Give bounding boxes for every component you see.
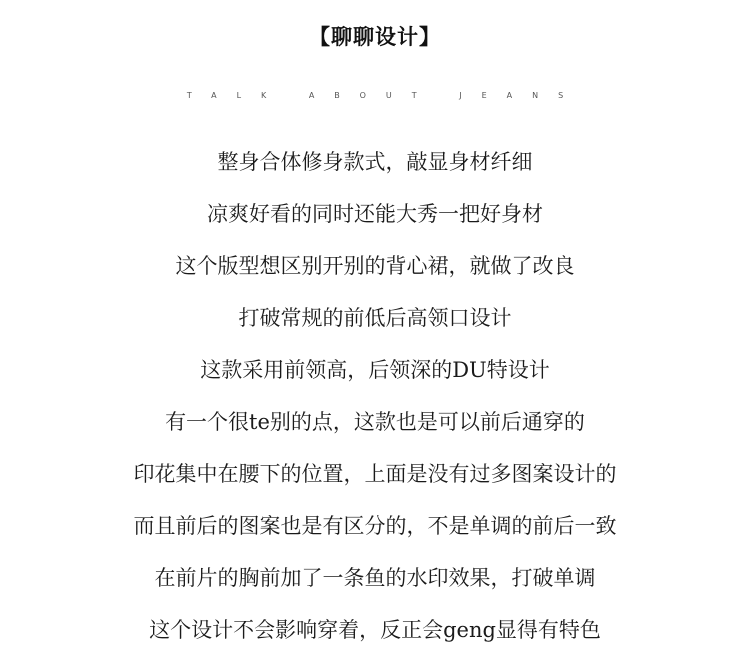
description-line-6: 有一个很te别的点，这款也是可以前后通穿的 (165, 410, 585, 434)
description-line-9: 在前片的胸前加了一条鱼的水印效果，打破单调 (154, 566, 596, 590)
description-line-5: 这款采用前领高，后领深的DU特设计 (200, 358, 550, 382)
description-line-1: 整身合体修身款式，敲显身材纤细 (217, 150, 533, 174)
page-subtitle: TALK ABOUT JEANS (186, 91, 584, 100)
description-text-block (0, 143, 750, 663)
description-line-4: 打破常规的前低后高领口设计 (238, 306, 512, 330)
page-title: 【聊聊设计】 (309, 25, 441, 49)
description-line-7: 印花集中在腰下的位置，上面是没有过多图案设计的 (133, 462, 617, 486)
description-line-2: 凉爽好看的同时还能大秀一把好身材 (207, 202, 543, 226)
description-line-8: 而且前后的图案也是有区分的，不是单调的前后一致 (133, 514, 617, 538)
description-line-10: 这个设计不会影响穿着，反正会geng显得有特色 (149, 618, 601, 642)
description-line-3: 这个版型想区别开别的背心裙，就做了改良 (175, 254, 575, 278)
